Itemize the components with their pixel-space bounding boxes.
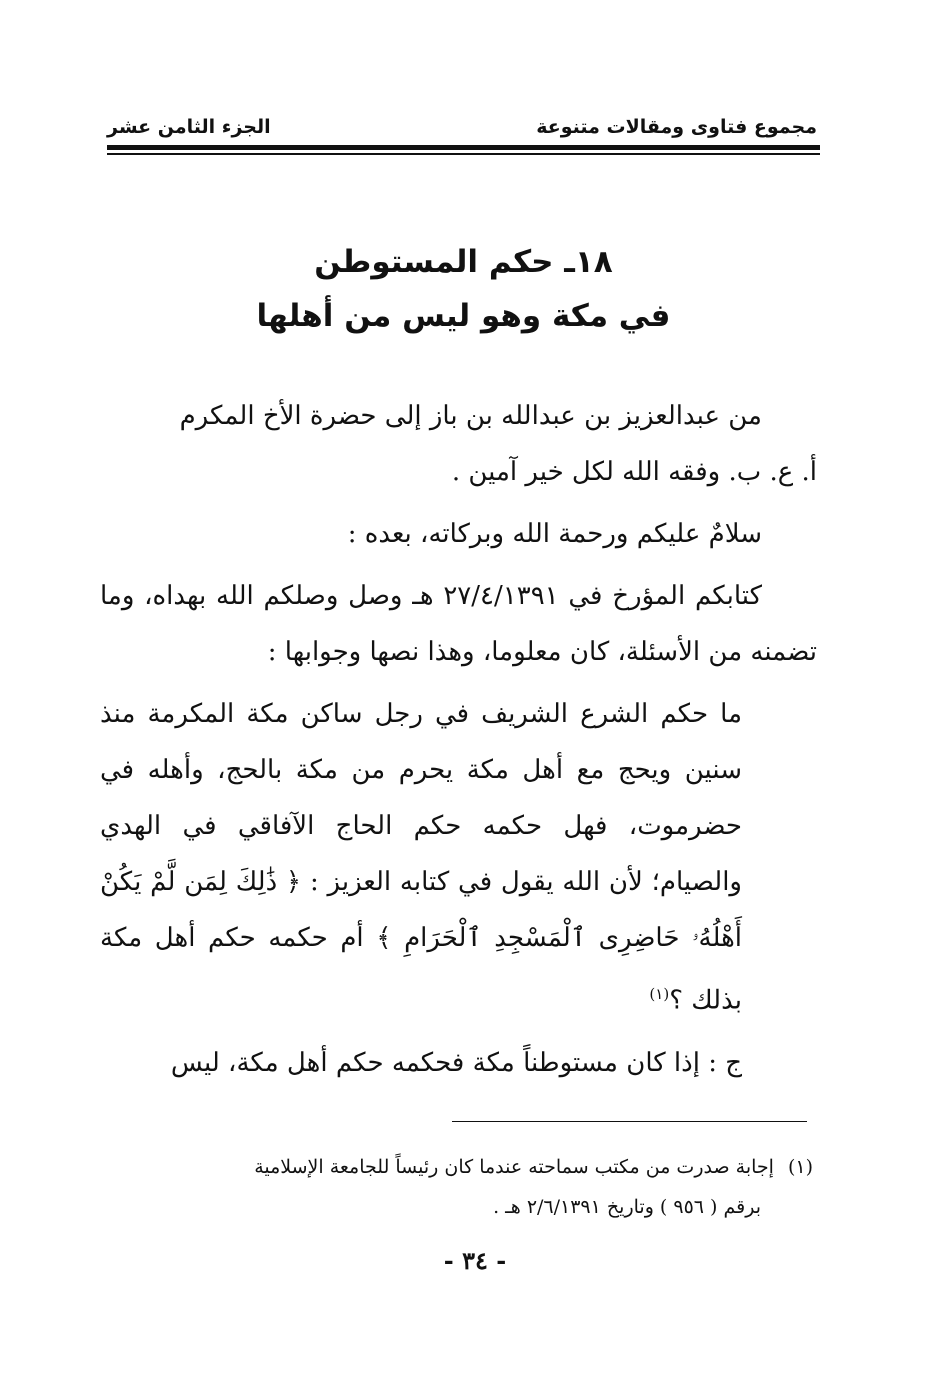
answer-paragraph: ج : إذا كان مستوطناً مكة فحكمه حكم أهل مكة، ليس — [170, 1047, 742, 1078]
salutation-line-1: من عبدالعزيز بن عبدالله بن باز إلى حضرة الأخ المكرم — [179, 401, 762, 431]
footnote-text-2: برقم ( ٩٥٦ ) وتاريخ ٢/٦/١٣٩١ هـ . — [493, 1196, 761, 1218]
letter-paragraph — [100, 568, 817, 680]
header-volume: الجزء الثامن عشر — [107, 116, 271, 138]
letter-text: كتابكم المؤرخ في ٢٧/٤/١٣٩١ هـ وصل وصلكم الله بهداه، وما تضمنه من الأسئلة، كان معلوما، وهذا نصها وجوابها : — [100, 581, 817, 667]
salutation-paragraph — [100, 388, 817, 500]
question-text: ما حكم الشرع الشريف في رجل ساكن مكة المكرمة منذ سنين ويحج مع أهل مكة يحرم من مكة بالحج، وأهله في حضرموت، فهل حكمه حكم الحاج الآفاقي في الهدي والصيام؛ لأن الله يقول في كتابه العزيز : ﴿ ذَٰلِكَ لِمَن لَّمْ يَكُنْ أَهْلُهُۥ حَاضِرِى ٱلْمَسْجِدِ ٱلْحَرَامِ ﴾ أم حكمه حكم أهل مكة بذلك ؟ — [100, 699, 742, 1016]
article-title — [107, 235, 820, 343]
running-header — [107, 112, 817, 142]
question-paragraph — [100, 686, 817, 1029]
greeting-paragraph: سلامٌ عليكم ورحمة الله وبركاته، بعده : — [347, 519, 762, 549]
footnote-number: (١) — [787, 1156, 813, 1178]
header-rule-thin — [107, 153, 820, 155]
article-body — [100, 388, 817, 1097]
title-line-2: في مكة وهو ليس من أهلها — [256, 298, 671, 334]
footnote-text-1: إجابة صدرت من مكتب سماحته عندما كان رئيساً للجامعة الإسلامية — [254, 1156, 774, 1178]
footnote-separator — [452, 1121, 807, 1122]
header-book-title: مجموع فتاوى ومقالات متنوعة — [536, 116, 817, 138]
header-rule-thick — [107, 145, 820, 150]
footnotes — [95, 1147, 813, 1227]
page-number: - ٣٤ - — [443, 1246, 507, 1275]
title-line-1: ١٨ـ حكم المستوطن — [314, 244, 613, 280]
footnote-1-line-1 — [95, 1147, 813, 1187]
footnote-ref: (١) — [649, 985, 670, 1003]
salutation-line-2: أ. ع. ب. وفقه الله لكل خير آمين . — [451, 457, 817, 487]
